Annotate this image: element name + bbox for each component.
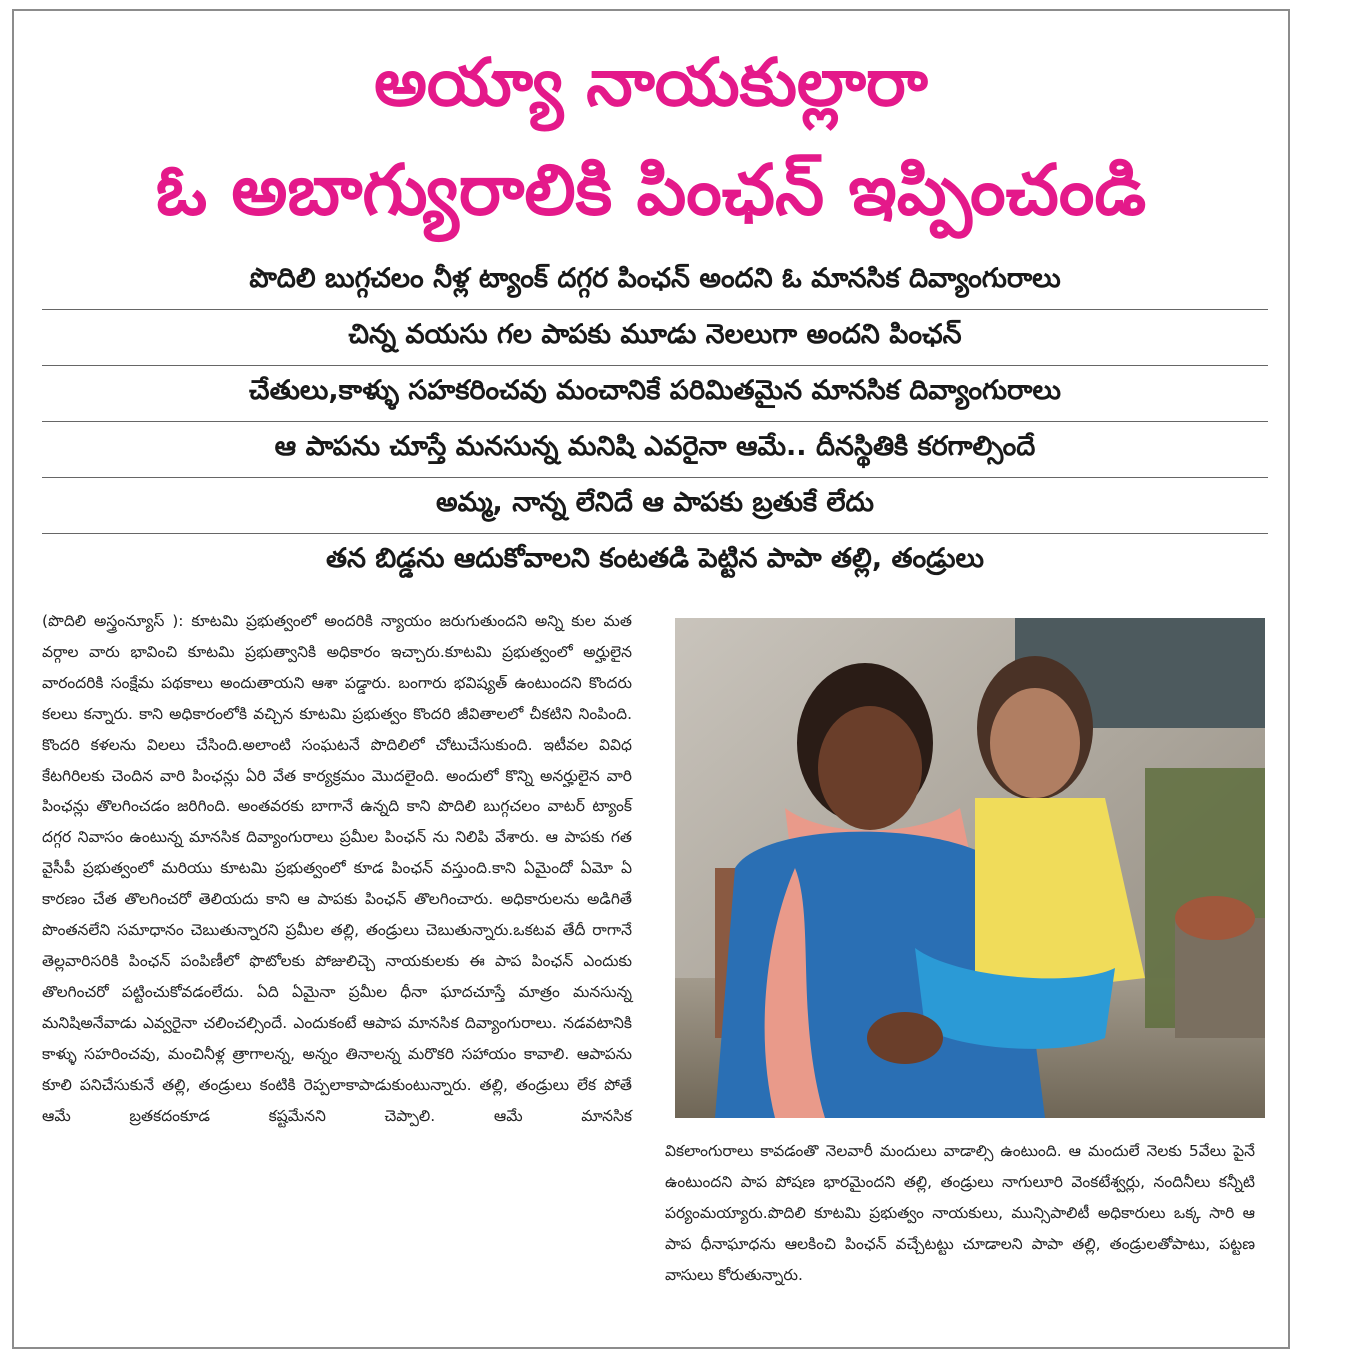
headline-line-2: ఓ అబాగ్యురాలికి పింఛన్ ఇప్పించండి [155, 149, 1147, 231]
subhead-1: పొదిలి బుగ్గచలం నీళ్ల ట్యాంక్ దగ్గర పింఛన్ అందని ఓ మానసిక దివ్యాంగురాలు [42, 254, 1268, 310]
photo-mother-carrying-daughter [675, 618, 1265, 1118]
article-left-column [42, 606, 632, 1131]
article-right-column [665, 1136, 1255, 1291]
subhead-3: చేతులు,కాళ్ళు సహకరించవు మంచానికే పరిమితమైన మానసిక దివ్యాంగురాలు [42, 366, 1268, 422]
article-body-left: (పొదిలి అస్త్రంన్యూస్ ): కూటమి ప్రభుత్వంలో అందరికి న్యాయం జరుగుతుందని అన్ని కుల మత వర్గాల వారు భావించి కూటమి ప్రభుత్వానికి అధికారం ఇచ్చారు.కూటమి ప్రభుత్వంలో అర్హులైన వారందరికి సంక్షేమ పథకాలు అందుతాయని ఆశా పడ్డారు. బంగారు భవిష్యత్ ఉంటుందని కొందరు కలలు కన్నారు. కాని అధికారంలోకి వచ్చిన కూటమి ప్రభుత్వం కొందరి జీవితాలలో చీకటిని నింపింది. కొందరి కళలను విలలు చేసింది.అలాంటి సంఘటనే పొదిలిలో చోటుచేసుకుంది. ఇటీవల వివిధ కేటగిరిలకు చెందిన వారి పింఛన్లు ఏరి వేత కార్యక్రమం మొదలైంది. అందులో కొన్ని అనర్హులైన వారి పింఛన్లు తొలగించడం జరిగింది. అంతవరకు బాగానే ఉన్నది కాని పొదిలి బుగ్గచలం వాటర్ ట్యాంక్ దగ్గర నివాసం ఉంటున్న మానసిక దివ్యాంగురాలు ప్రమీల పింఛన్ ను నిలిపి వేశారు. ఆ పాపకు గత వైసీపీ ప్రభుత్వంలో మరియు కూటమి ప్రభుత్వంలో కూడ పింఛన్ వస్తుంది.కాని ఏమైందో ఏమో ఏ కారణం చేత తొలగించరో తెలియదు కాని ఆ పాపకు పింఛన్ తొలగించారు. అధికారులను అడిగితే పొంతనలేని సమాధానం చెబుతున్నారని ప్రమీల తల్లి, తండ్రులు చెబుతున్నారు.ఒకటవ తేదీ రాగానే తెల్లవారిసరికి పింఛన్ పంపిణీలో ఫొటోలకు పోజులిచ్చె నాయకులకు ఈ పాప పింఛన్ ఎందుకు తొలగించరో పట్టించుకోవడంలేదు. ఏది ఏమైనా ప్రమీల ధీనా ఘాదచూస్తే మాత్రం మనసున్న మనిషిఅనేవాడు ఎవ్వరైనా చలించల్సిందే. ఎందుకంటే ఆపాప మానసిక దివ్యాంగురాలు. నడవటానికి కాళ్ళు సహరించవు, మంచినీళ్ల త్రాగాలన్న, అన్నం తినాలన్న మరొకరి సహాయం కావాలి. ఆపాపను కూలి పనిచేసుకునే తల్లి, తండ్రులు కంటికి రెప్పలాకాపాడుకుంటున్నారు. తల్లి, తండ్రులు లేక పోతే ఆమే బ్రతకదంకూడ కష్టమేనని చెప్పాలి. ఆమే మానసిక [42, 612, 632, 1125]
article-body-right: వికలాంగురాలు కావడంతొ నెలవారీ మందులు వాడాల్సి ఉంటుంది. ఆ మందులే నెలకు 5వేలు పైనే ఉంటుందని పాప పోషణ భారమైందని తల్లి, తండ్రులు నాగులూరి వెంకటేశ్వర్లు, నందినీలు కన్నీటి పర్యంమయ్యారు.పొదిలి కూటమి ప్రభుత్వం నాయకులు, మున్సిపాలిటీ అధికారులు ఒక్క సారి ఆ పాప ధీనాఘాధను ఆలకించి పింఛన్ వచ్చేటట్టు చూడాలని పాపా తల్లి, తండ్రులతోపాటు, పట్టణ వాసులు కోరుతున్నారు. [665, 1142, 1255, 1284]
subhead-6: తన బిడ్డను ఆదుకోవాలని కంటతడి పెట్టిన పాపా తల్లి, తండ్రులు [326, 542, 984, 574]
headline-line-1: అయ్యా నాయకుల్లారా [374, 44, 928, 121]
subhead-5: అమ్మ, నాన్న లేనిదే ఆ పాపకు బ్రతుకే లేదు [42, 478, 1268, 534]
news-photo [675, 618, 1265, 1118]
subhead-4: ఆ పాపను చూస్తే మనసున్న మనిషి ఎవరైనా ఆమే.. దీనస్థితికి కరగాల్సిందే [42, 422, 1268, 478]
subhead-2: చిన్న వయసు గల పాపకు మూడు నెలలుగా అందని పింఛన్ [42, 310, 1268, 366]
